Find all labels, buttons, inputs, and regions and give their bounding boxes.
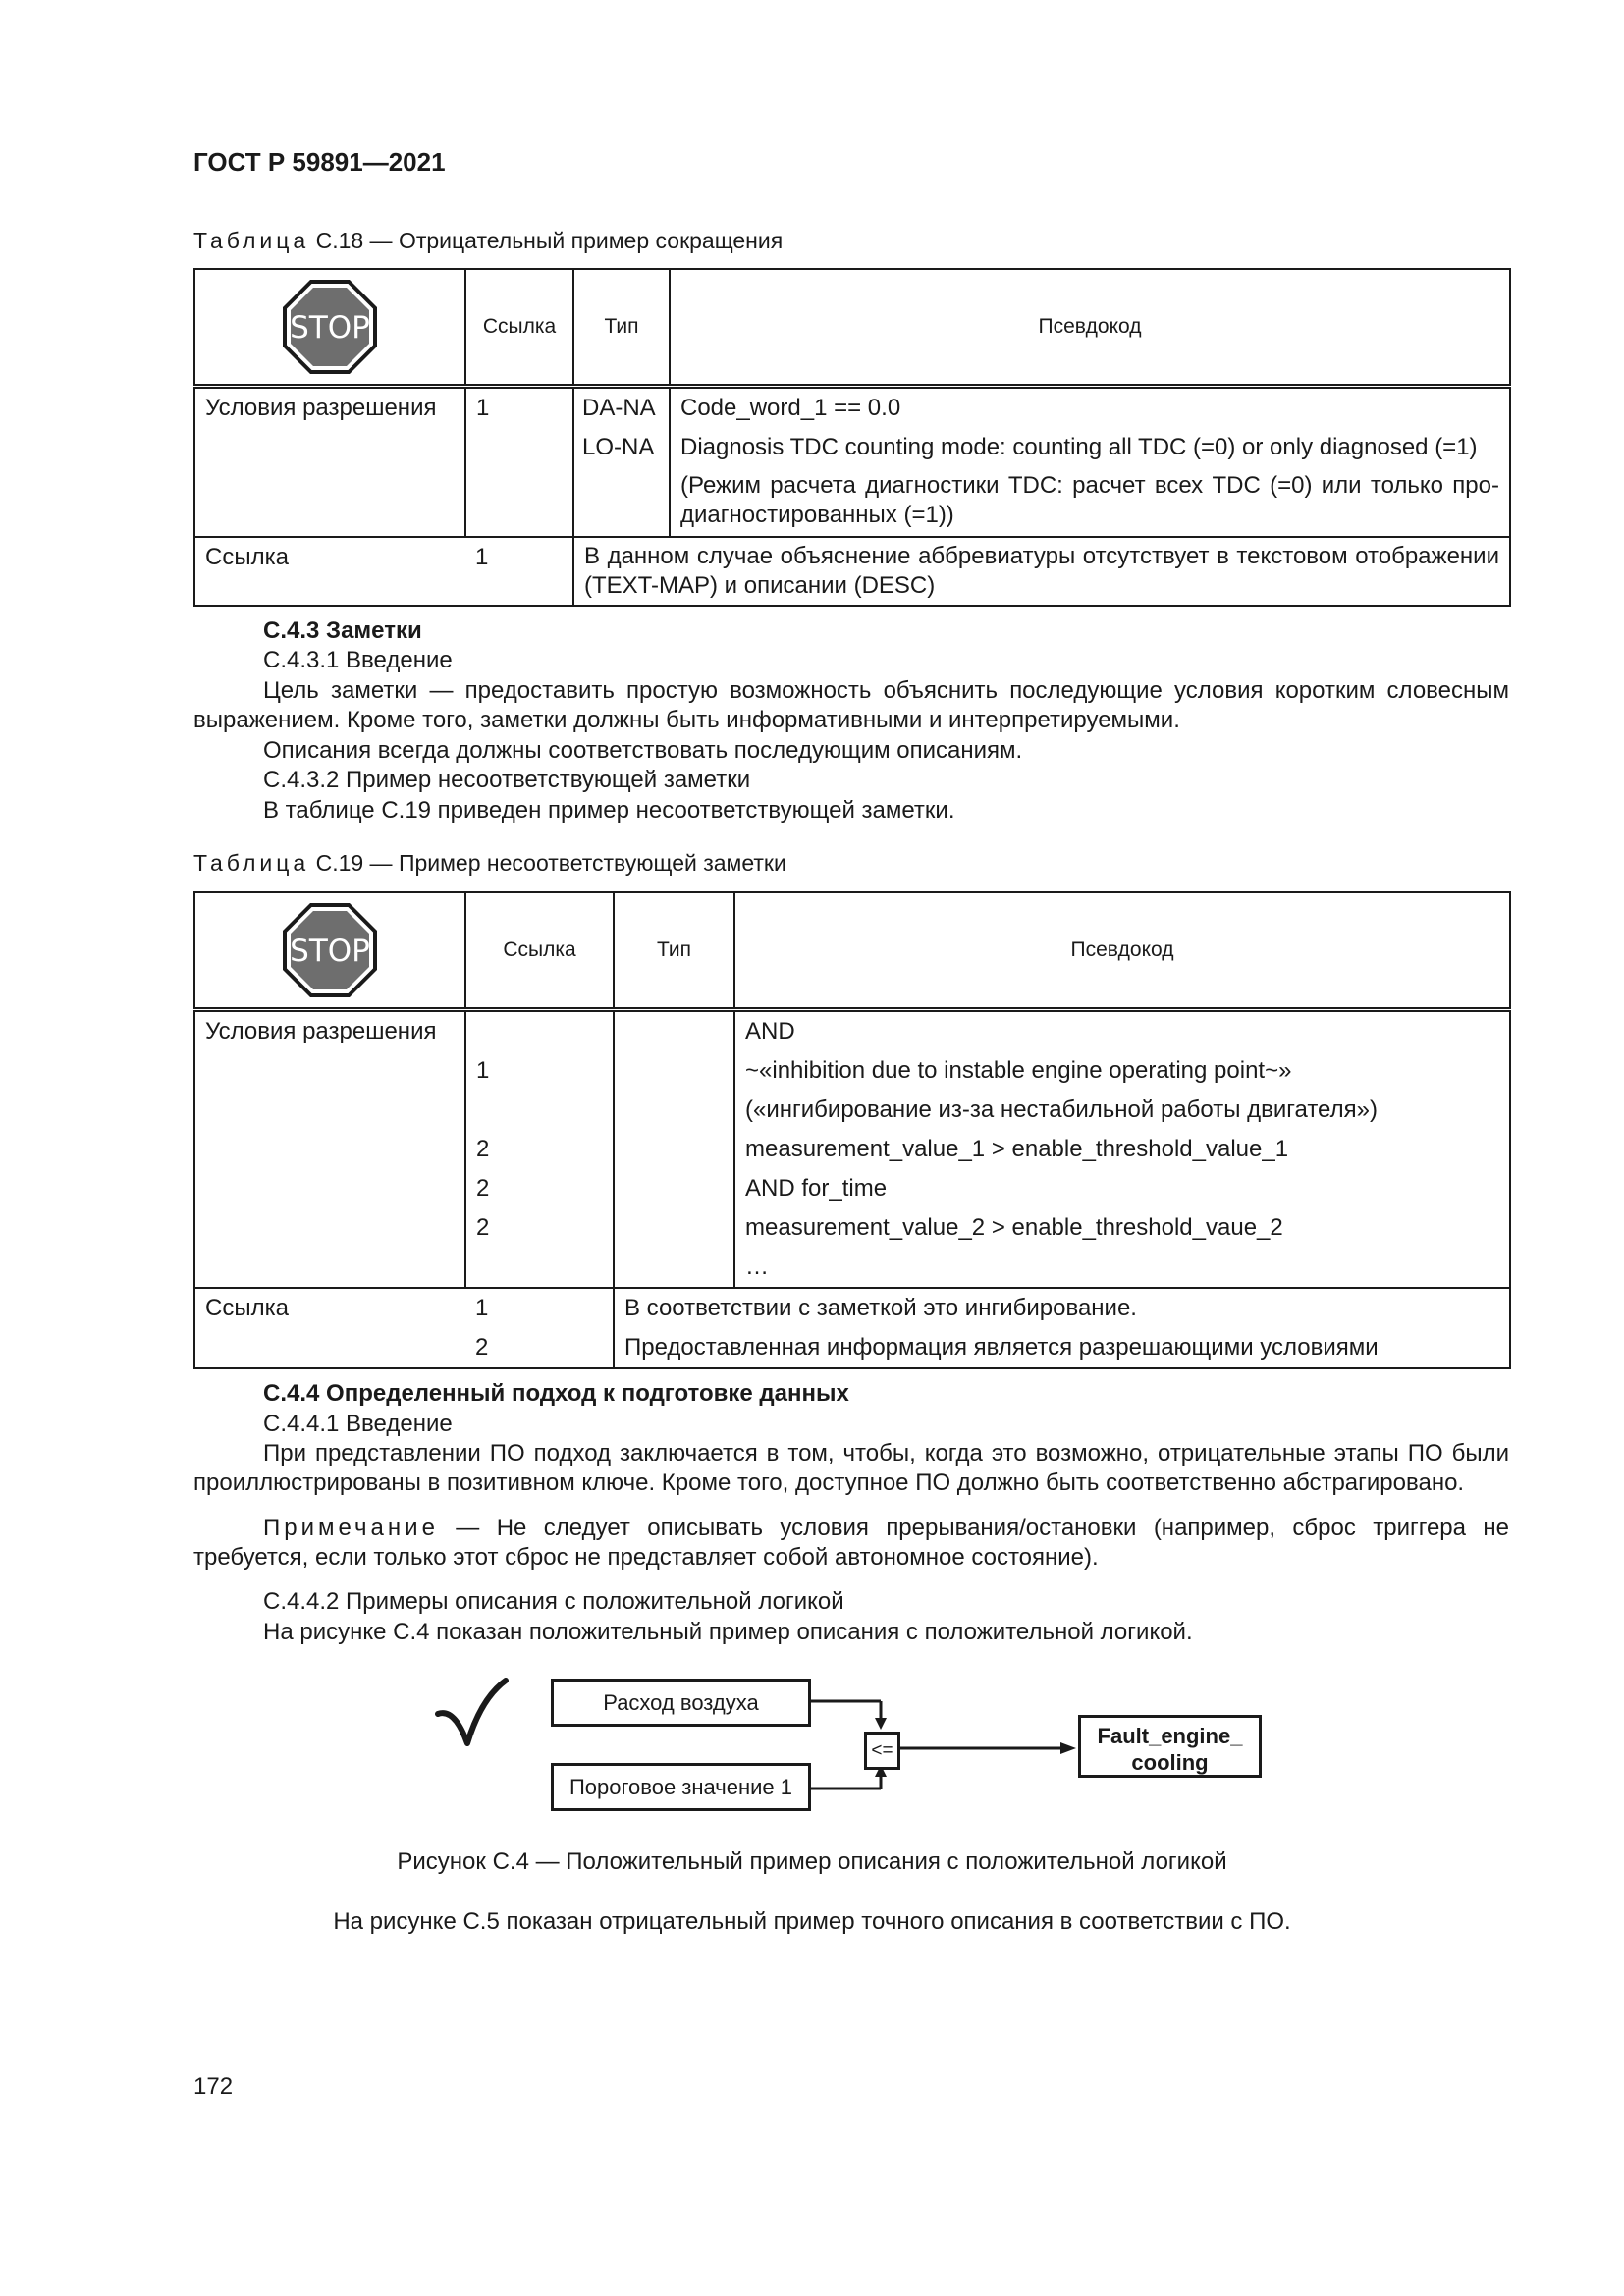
note-label: Примечание: [263, 1515, 439, 1541]
table18-caption-text: С.18 — Отрицательный пример сокращения: [315, 228, 784, 253]
section-c43-para2: Описания всегда должны соответствовать последующим описаниям.: [263, 737, 1023, 764]
stop-sign-text: STOP: [290, 934, 370, 969]
table19-pseudo-line: ~«inhibition due to instable engine operating point~»: [745, 1057, 1292, 1084]
document-header: ГОСТ Р 59891—2021: [193, 147, 446, 177]
section-c431-title: С.4.3.1 Введение: [263, 647, 453, 673]
table19-row2-text: В соответствии с заметкой это ингибирование.: [624, 1295, 1137, 1321]
table19-ref-line: [476, 1091, 603, 1130]
section-c44-title: С.4.4 Определенный подход к подготовке данных: [263, 1380, 849, 1407]
table18-col-type: Тип: [573, 269, 670, 387]
table18: [193, 268, 1511, 607]
table19-col-type: Тип: [614, 892, 734, 1010]
table18-stop-cell: [194, 269, 465, 387]
page-number: 172: [193, 2073, 234, 2100]
table18-row-reference: [194, 537, 1510, 606]
table19-stop-cell: [194, 892, 465, 1010]
table18-col-ref: Ссылка: [465, 269, 573, 387]
table19-col-ref: Ссылка: [465, 892, 614, 1010]
output-box: [1078, 1715, 1262, 1778]
table19-pseudo-line: («ингибирование из-за нестабильной работы двигателя»): [745, 1096, 1378, 1123]
table18-row1-ref: 1: [476, 395, 490, 421]
note-text: — Не следует описывать условия прерывания/остановки (например, сброс триггера не требуется, если только этот сброс не представляет собой автономное состояние).: [193, 1515, 1509, 1571]
output-box-line1: Fault_engine_: [1097, 1724, 1243, 1748]
table19-row2-ref: 1: [475, 1295, 489, 1321]
table18-type2: LO-NA: [582, 434, 655, 460]
table19-pseudo-line: …: [745, 1254, 769, 1280]
table18-row-conditions: [194, 387, 1510, 538]
table18-caption: [193, 228, 783, 254]
table19-ref-line: 1: [476, 1057, 490, 1084]
section-c432-title: С.4.3.2 Пример несоответствующей заметки: [263, 767, 751, 793]
table18-caption-prefix: Таблица: [193, 228, 310, 253]
table18-header-row: [194, 269, 1510, 387]
operator-box: <=: [864, 1732, 900, 1770]
table19-caption-text: С.19 — Пример несоответствующей заметки: [315, 850, 786, 876]
section-c43-title: С.4.3 Заметки: [263, 617, 422, 644]
table19-pseudo-line: measurement_value_1 > enable_threshold_value_1: [745, 1136, 1289, 1162]
table18-pseudo2: Diagnosis TDC counting mode: counting all TDC (=0) or only diagnosed (=1): [680, 434, 1478, 460]
table19-row2-ref: 2: [475, 1334, 489, 1361]
checkmark-icon: [438, 1681, 506, 1743]
stop-sign-icon: [281, 278, 379, 376]
section-c43-para1: Цель заметки — предоставить простую возможность объяснить последующие условия коротким словесным выражением. Кроме того, заметки должны быть информативными и интерпретируемыми.: [193, 677, 1509, 733]
arrow-head-icon: [1060, 1742, 1076, 1754]
section-c44-para1: При представлении ПО подход заключается в том, чтобы, когда это возможно, отрицательные этапы ПО были проиллюстрированы в позитивном ключе. Кроме того, доступное ПО должно быть соответственно абстрагировано.: [193, 1440, 1509, 1496]
figure-c4-caption: Рисунок С.4 — Положительный пример описания с положительной логикой: [397, 1848, 1227, 1875]
input-box-threshold: Пороговое значение 1: [551, 1763, 811, 1811]
table19-row2-label: Ссылка: [205, 1295, 289, 1321]
section-c442-title: С.4.4.2 Примеры описания с положительной логикой: [263, 1588, 844, 1615]
table19-row2-text: Предоставленная информация является разрешающими условиями: [624, 1334, 1379, 1361]
table18-col-pseudo: Псевдокод: [670, 269, 1510, 387]
arrow-head-icon: [875, 1718, 887, 1730]
table19-col-pseudo: Псевдокод: [734, 892, 1510, 1010]
table18-row1-label: Условия разрешения: [205, 395, 437, 421]
closing-paragraph: На рисунке С.5 показан отрицательный пример точного описания в соответствии с ПО.: [333, 1908, 1291, 1935]
table19-pseudo-line: AND: [745, 1018, 795, 1044]
table19-ref-line: [476, 1012, 603, 1051]
output-box-line2: cooling: [1131, 1750, 1209, 1775]
table18-pseudo3: (Режим расчета диагностики TDC: расчет всех TDC (=0) или только продиагностированных (=1)): [680, 472, 1499, 528]
table19-header-row: [194, 892, 1510, 1010]
section-c43-para3: В таблице С.19 приведен пример несоответствующей заметки.: [263, 797, 955, 824]
section-c44-note: [193, 1514, 1509, 1573]
section-c44-para2: На рисунке С.4 показан положительный пример описания с положительной логикой.: [263, 1619, 1193, 1645]
table19: [193, 891, 1511, 1369]
table18-row2-ref: 1: [475, 544, 489, 570]
table19-pseudo-line: AND for_time: [745, 1175, 888, 1201]
table19-ref-line: 2: [476, 1136, 490, 1162]
table19-pseudo-line: measurement_value_2 > enable_threshold_vaue_2: [745, 1214, 1283, 1241]
input-box-air-flow: Расход воздуха: [551, 1679, 811, 1727]
table18-pseudo1: Code_word_1 == 0.0: [680, 395, 901, 421]
table19-row-conditions: [194, 1010, 1510, 1289]
table18-row2-text: В данном случае объяснение аббревиатуры отсутствует в текстовом отображении (TEXT-MAP) и описании (DESC): [584, 543, 1499, 599]
table19-caption-prefix: Таблица: [193, 850, 310, 876]
section-c441-title: С.4.4.1 Введение: [263, 1411, 453, 1437]
table19-caption: [193, 850, 786, 877]
table18-type1: DA-NA: [582, 395, 656, 421]
table19-ref-line: 2: [476, 1175, 490, 1201]
table19-ref-line: [476, 1248, 603, 1287]
table18-row2-label: Ссылка: [205, 544, 289, 570]
stop-sign-text: STOP: [290, 310, 370, 346]
table19-ref-line: 2: [476, 1214, 490, 1241]
stop-sign-icon: [281, 901, 379, 999]
table19-type-cell: [614, 1010, 734, 1289]
table19-row-reference: [194, 1288, 1510, 1368]
table19-row1-label: Условия разрешения: [205, 1018, 437, 1044]
